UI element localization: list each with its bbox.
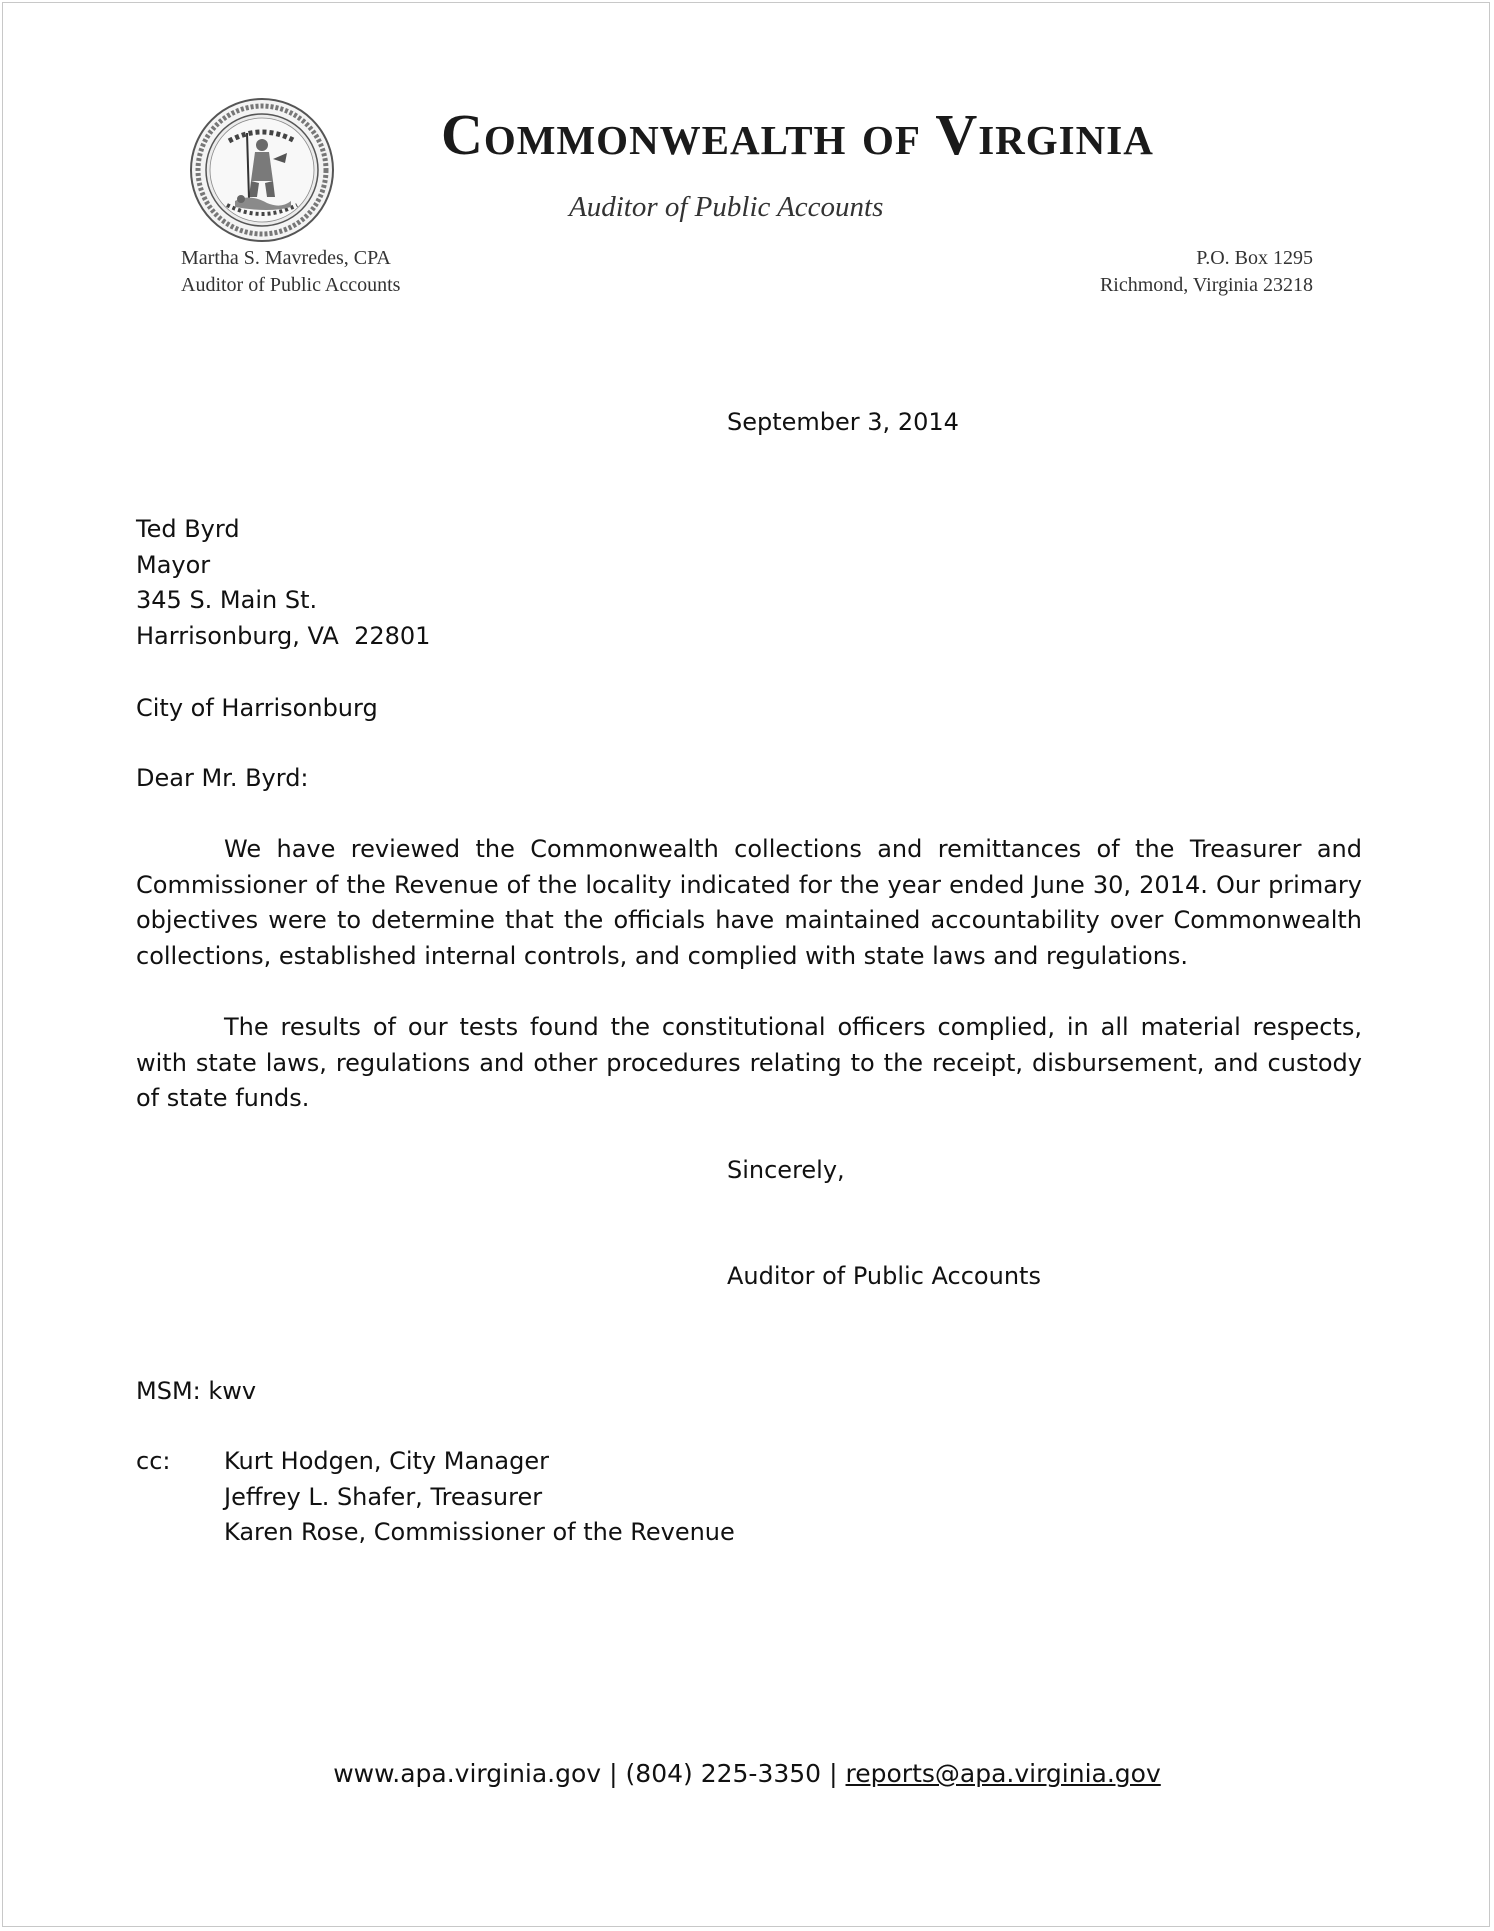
letterhead-auditor-block [181, 245, 400, 299]
virginia-seal-icon [189, 97, 335, 243]
footer-email-link[interactable]: reports@apa.virginia.gov [845, 1759, 1161, 1788]
letterhead-title: Commonwealth of Virginia [441, 102, 1154, 167]
reference-initials: MSM: kwv [136, 1377, 257, 1405]
footer [3, 1756, 1491, 1791]
addressee-city: Harrisonburg, VA 22801 [136, 621, 431, 650]
footer-separator: | [609, 1759, 618, 1788]
footer-phone: (804) 225-3350 [625, 1759, 822, 1788]
auditor-role: Auditor of Public Accounts [181, 274, 401, 296]
signature: Auditor of Public Accounts [727, 1262, 1041, 1290]
addressee-name: Ted Byrd [136, 515, 240, 543]
cc-label: cc: [136, 1447, 171, 1475]
addressee-block [136, 512, 430, 654]
salutation: Dear Mr. Byrd: [136, 764, 309, 792]
letterhead-subtitle: Auditor of Public Accounts [569, 191, 884, 223]
body-paragraph: The results of our tests found the constitutional officers complied, in all material respects, with state laws, regulations and other procedures relating to the receipt, disbursement, and custody of state funds. [136, 1013, 1362, 1112]
cc-recipient: Kurt Hodgen, City Manager [224, 1447, 549, 1475]
cc-recipient: Karen Rose, Commissioner of the Revenue [224, 1518, 735, 1546]
cc-recipient: Jeffrey L. Shafer, Treasurer [224, 1482, 543, 1511]
closing: Sincerely, [727, 1156, 845, 1184]
locality: City of Harrisonburg [136, 694, 378, 722]
cc-list [224, 1444, 735, 1551]
addressee-title: Mayor [136, 550, 211, 579]
letter-date: September 3, 2014 [727, 408, 959, 436]
footer-website[interactable]: www.apa.virginia.gov [333, 1759, 602, 1788]
auditor-name: Martha S. Mavredes, CPA [181, 247, 391, 269]
addressee-street: 345 S. Main St. [136, 586, 318, 614]
office-city: Richmond, Virginia 23218 [1099, 274, 1313, 296]
letter-page [2, 2, 1490, 1927]
letterhead-address-block [1100, 245, 1313, 299]
po-box: P.O. Box 1295 [1196, 247, 1313, 269]
body-paragraph: We have reviewed the Commonwealth collections and remittances of the Treasurer and Commissioner of the Revenue of the locality indicated for the year ended June 30, 2014. Our primary objectives were to determine that the officials have maintained accountability over Commonwealth collections, established internal controls, and complied with state laws and regulations. [136, 835, 1362, 970]
footer-separator: | [829, 1759, 838, 1788]
